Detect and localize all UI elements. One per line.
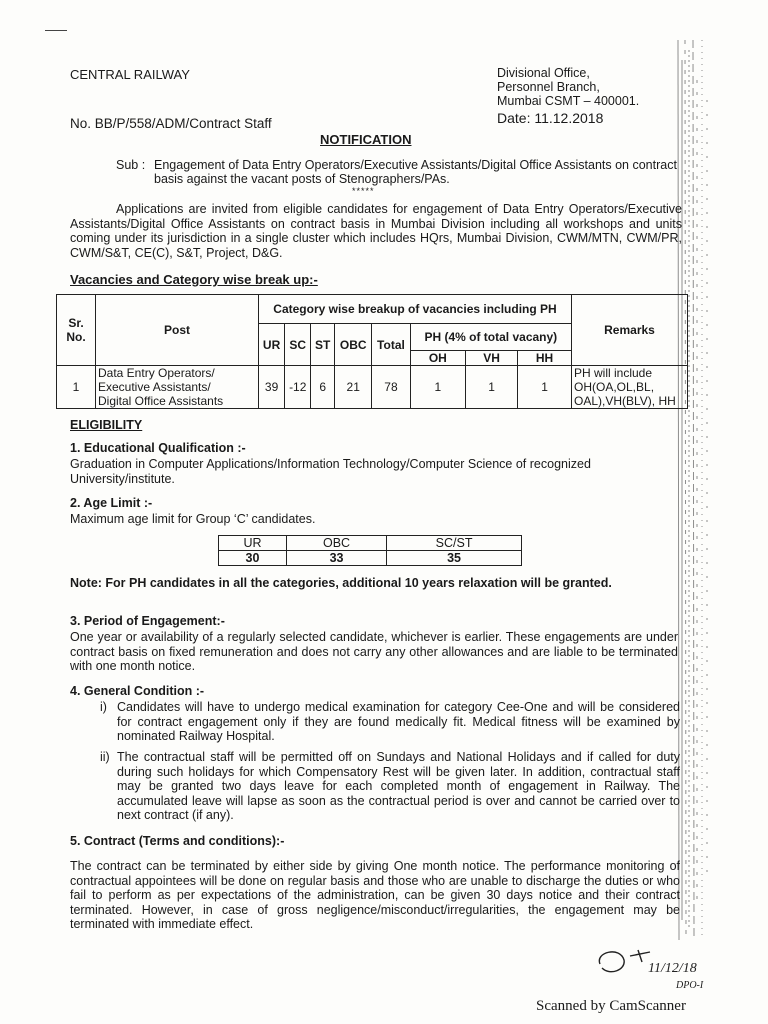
col-header: SC (285, 324, 311, 366)
ph-cell: 1 (465, 366, 517, 409)
address-line: Personnel Branch, (497, 80, 600, 94)
col-header: Total (372, 324, 410, 366)
age-table (218, 535, 522, 566)
age-header: UR (219, 536, 287, 551)
sr-cell: 1 (57, 366, 96, 409)
ph-col-header: VH (465, 351, 517, 366)
separator-stars: ***** (352, 186, 375, 196)
general-heading: 4. General Condition :- (70, 684, 205, 698)
age-header: OBC (286, 536, 386, 551)
vacancy-table (56, 294, 688, 409)
reference-number: No. BB/P/558/ADM/Contract Staff (70, 116, 272, 131)
contract-heading: 5. Contract (Terms and conditions):- (70, 834, 285, 848)
col-header: UR (259, 324, 285, 366)
post-line: Digital Office Assistants (98, 394, 224, 408)
period-text: One year or availability of a regularly selected candidate, whichever is earlier. These engagements are under contract basis on fixed remuneration and does not carry any other allowances and are liable to be terminated with one month notice. (70, 630, 678, 673)
signature-date: 11/12/18 (648, 961, 697, 976)
category-group-header: Category wise breakup of vacancies including PH (259, 295, 572, 324)
ph-col-header: OH (410, 351, 465, 366)
scanner-watermark: Scanned by CamScanner (536, 998, 686, 1014)
remarks-line: OAL),VH(BLV), HH (574, 394, 676, 408)
age-value: 35 (387, 551, 522, 566)
value-cell: 39 (259, 366, 285, 409)
list-item (100, 700, 680, 744)
education-heading: 1. Educational Qualification :- (70, 441, 246, 455)
ph-cell: 1 (518, 366, 572, 409)
remarks-line: OH(OA,OL,BL, (574, 380, 655, 394)
contract-text: The contract can be terminated by either side by giving One month notice. The performance monitoring of contractual appointees will be done on regular basis and those who are unable to discharge the duties or who fail to perform as per expectations of the administration, can be given 30 days notice and their contract terminated. However, in case of gross negligence/misconduct/irregularities, the engagement may be terminated with immediate effect. (70, 859, 680, 931)
address-line: Divisional Office, (497, 66, 590, 80)
signature-initials: DPO-I (676, 980, 704, 991)
ph-group-header: PH (4% of total vacany) (410, 324, 571, 351)
remarks-header: Remarks (572, 295, 688, 366)
eligibility-heading: ELIGIBILITY (70, 418, 143, 432)
age-header: SC/ST (387, 536, 522, 551)
remarks-cell (572, 366, 688, 409)
value-cell: 6 (311, 366, 335, 409)
page-title: NOTIFICATION (320, 132, 412, 147)
value-cell: 21 (335, 366, 372, 409)
notice-date: Date: 11.12.2018 (497, 110, 604, 126)
post-cell (96, 366, 259, 409)
col-header: OBC (335, 324, 372, 366)
subject-label: Sub : (116, 158, 146, 172)
signature (590, 942, 720, 1002)
vacancies-title: Vacancies and Category wise break up:- (70, 272, 318, 287)
age-value: 33 (286, 551, 386, 566)
org-name: CENTRAL RAILWAY (70, 67, 190, 82)
intro-paragraph: Applications are invited from eligible candidates for engagement of Data Entry Operators/Executive Assistants/Digital Office Assistants on contract basis in Mumbai Division including all workshops and units coming under its jurisdiction in a single cluster which includes HQrs, Mumbai Division, CWM/MTN, CWM/PR, CWM/S&T, CE(C), S&T, Project, D&G. (70, 202, 682, 260)
post-header: Post (96, 295, 259, 366)
ph-cell: 1 (410, 366, 465, 409)
ph-col-header: HH (518, 351, 572, 366)
sr-no-header: Sr. No. (57, 295, 96, 366)
subject-text: Engagement of Data Entry Operators/Executive Assistants/Digital Office Assistants on contract basis against the vacant posts of Stenographers/PAs. (154, 158, 677, 186)
value-cell: 78 (372, 366, 410, 409)
ph-relaxation-note: Note: For PH candidates in all the categories, additional 10 years relaxation will be granted. (70, 576, 612, 590)
age-value: 30 (219, 551, 287, 566)
address-line: Mumbai CSMT – 400001. (497, 94, 640, 108)
post-line: Executive Assistants/ (98, 380, 211, 394)
table-row (57, 366, 688, 409)
list-item (100, 750, 680, 826)
item-number: ii) (100, 750, 110, 764)
remarks-line: PH will include (574, 366, 653, 380)
col-header: ST (311, 324, 335, 366)
item-number: i) (100, 700, 107, 714)
corner-mark (45, 30, 67, 31)
period-heading: 3. Period of Engagement:- (70, 614, 225, 628)
item-text: Candidates will have to undergo medical examination for category Cee-One and will be considered for contract engagement only if they are found medically fit. Medical fitness will be examined by nominated Railway Hospital. (117, 700, 680, 743)
office-address (497, 66, 639, 125)
value-cell: -12 (285, 366, 311, 409)
item-text: The contractual staff will be permitted off on Sundays and National Holidays and if called for duty during such holidays for which Compensatory Rest will be given later. In addition, contractual staff may be granted two days leave for each completed month of engagement in Railway. The accumulated leave will lapse as soon as the contractual period is over and cannot be carried over to next contract (if any). (117, 750, 680, 822)
post-line: Data Entry Operators/ (98, 366, 215, 380)
age-heading: 2. Age Limit :- (70, 496, 153, 510)
age-text: Maximum age limit for Group ‘C’ candidates. (70, 512, 316, 526)
education-text: Graduation in Computer Applications/Information Technology/Computer Science of recognized University/institute. (70, 457, 591, 486)
